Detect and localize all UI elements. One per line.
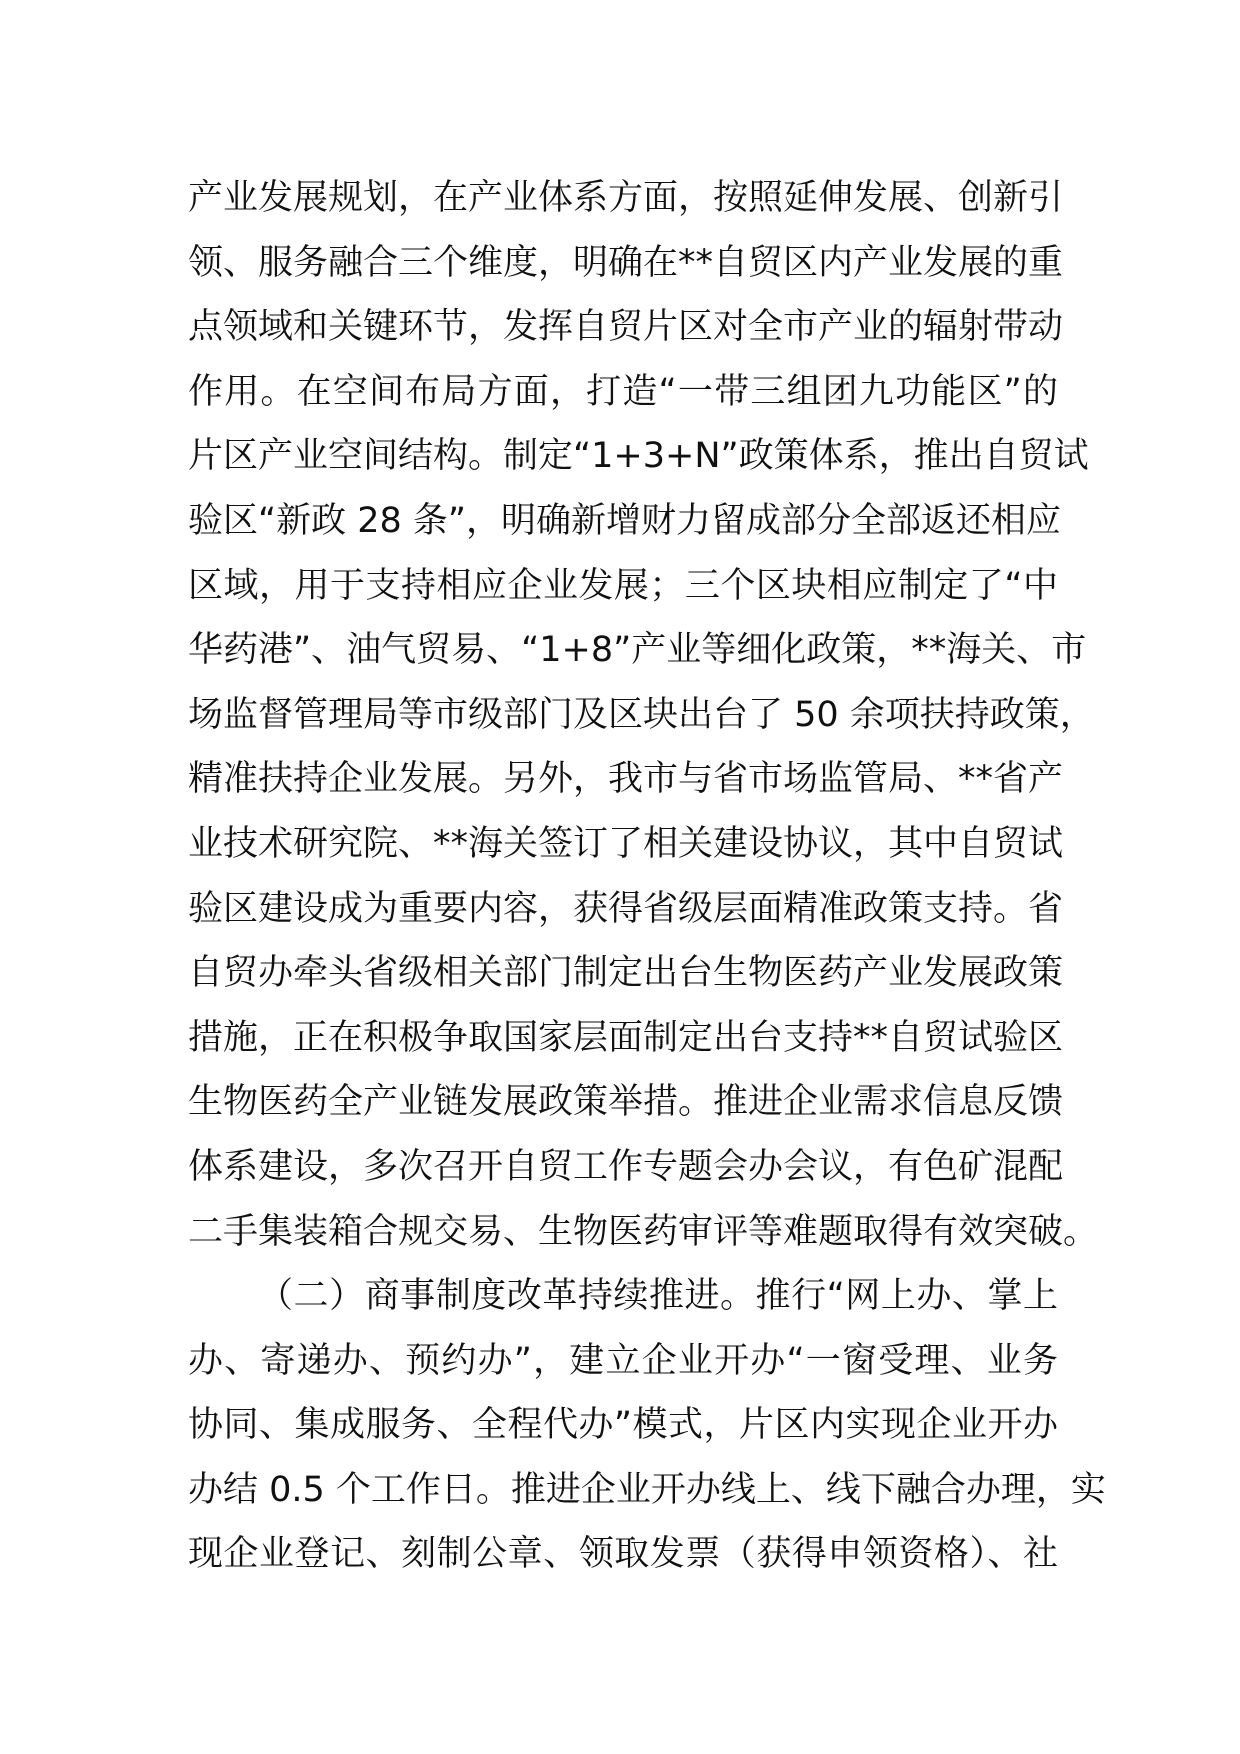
text-line: 现企业登记、刻制公章、领取发票（获得申领资格）、社: [188, 1534, 1058, 1575]
body-text: [188, 166, 1106, 1587]
text-line: 办结 0.5 个工作日。推进企业开办线上、线下融合办理，实: [188, 1469, 1106, 1510]
text-line: 生物医药全产业链发展政策举措。推进企业需求信息反馈: [188, 1082, 1064, 1123]
text-line: 片区产业空间结构。制定“1+3+N”政策体系，推出自贸试: [188, 436, 1089, 477]
text-line: 体系建设，多次召开自贸工作专题会办会议，有色矿混配: [188, 1146, 1064, 1187]
text-line: 领、服务融合三个维度，明确在**自贸区内产业发展的重: [188, 242, 1064, 283]
section-heading-line: （二）商事制度改革持续推进。推行“网上办、掌上: [258, 1276, 1058, 1317]
text-line: 华药港”、油气贸易、“1+8”产业等细化政策，**海关、市: [188, 630, 1087, 671]
text-line: 办、寄递办、预约办”，建立企业开办“一窗受理、业务: [188, 1340, 1058, 1381]
text-line: 作用。在空间布局方面，打造“一带三组团九功能区”的: [188, 371, 1058, 412]
text-line: 验区建设成为重要内容，获得省级层面精准政策支持。省: [188, 888, 1064, 929]
text-line: 点领域和关键环节，发挥自贸片区对全市产业的辐射带动: [188, 307, 1064, 348]
text-line: 产业发展规划，在产业体系方面，按照延伸发展、创新引: [188, 178, 1064, 218]
text-line: 措施，正在积极争取国家层面制定出台支持**自贸试验区: [188, 1017, 1064, 1058]
text-line: 精准扶持企业发展。另外，我市与省市场监管局、**省产: [188, 759, 1064, 800]
text-line: 自贸办牵头省级相关部门制定出台生物医药产业发展政策: [188, 953, 1064, 994]
text-line: 协同、集成服务、全程代办”模式，片区内实现企业开办: [188, 1405, 1058, 1446]
text-line: 场监督管理局等市级部门及区块出台了 50 余项扶持政策，: [188, 694, 1095, 735]
text-line: 验区“新政 28 条”，明确新增财力留成部分全部返还相应: [188, 500, 1062, 541]
text-line: 区域，用于支持相应企业发展；三个区块相应制定了“中: [188, 565, 1058, 606]
text-line: 业技术研究院、**海关签订了相关建设协议，其中自贸试: [188, 823, 1064, 864]
paragraph-end-line: 二手集装箱合规交易、生物医药审评等难题取得有效突破。: [188, 1211, 1099, 1252]
